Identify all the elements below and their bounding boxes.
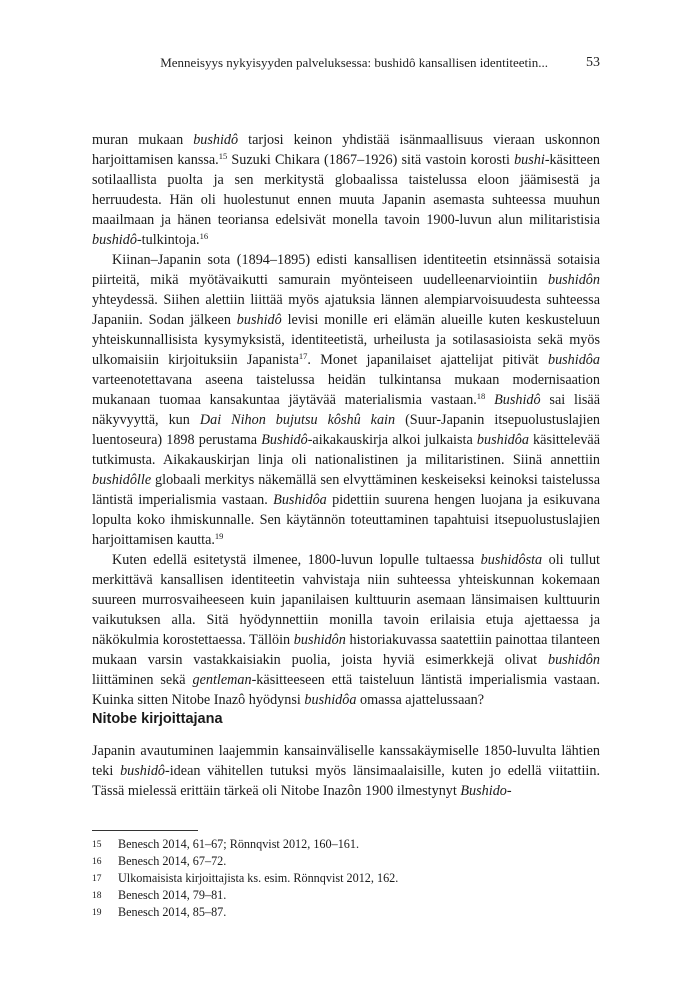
italic-term: bushidôa <box>476 432 529 448</box>
italic-term: bushidôn <box>547 272 600 288</box>
italic-term: Bushidô <box>494 392 541 408</box>
text-run: Suzuki Chikara (1867–1926) sitä vastoin korosti <box>227 152 515 168</box>
footnote <box>92 853 600 870</box>
italic-term: Bushidô <box>261 432 308 448</box>
italic-term: bushidôn <box>547 652 600 668</box>
footnote-ref: 19 <box>214 531 224 541</box>
footnote-text: Ulkomaisista kirjoittajista ks. esim. Rönnqvist 2012, 162. <box>118 871 399 885</box>
italic-term: bushidô <box>92 232 137 248</box>
text-run: omassa ajattelussaan? <box>356 692 485 708</box>
text-run: - <box>506 783 512 799</box>
footnote-text: Benesch 2014, 79–81. <box>118 888 227 902</box>
text-run: (Suur-Japanin itsepuolustuslajien luentoseura) 1898 perustama <box>92 412 600 448</box>
text-run: Kuten edellä esitetystä ilmenee, 1800-luvun lopulle tultaessa <box>112 552 481 568</box>
footnote <box>92 904 600 921</box>
section-heading: Nitobe kirjoittajana <box>92 711 223 727</box>
italic-term: Dai Nihon bujutsu kôshû kain <box>199 412 396 428</box>
italic-term: bushidô <box>236 312 282 328</box>
italic-term: bushidôn <box>293 632 346 648</box>
paragraph-3 <box>92 550 600 710</box>
text-run: liittäminen sekä <box>92 672 193 688</box>
footnotes <box>92 836 600 921</box>
italic-term: Bushido <box>460 783 507 799</box>
page-number: 53 <box>586 55 600 70</box>
footnote-rule <box>92 830 198 831</box>
italic-term: bushidô <box>193 132 239 148</box>
italic-term: bushidôa <box>547 352 600 368</box>
footnote-number: 18 <box>92 891 102 901</box>
page-header <box>92 55 600 75</box>
italic-term: bushi <box>514 152 545 168</box>
footnote-ref: 16 <box>199 231 209 241</box>
text-run: yhteydessä. Siihen alettiin liittää myös ajatuksia lännen alempiarvoisuudesta suhteessa Japaniin. Sodan jälkeen <box>92 292 600 328</box>
text-run: globaali merkitys näkemällä sen elvyttäminen keskeiseksi keinoksi taistelussa läntistä imperialismia vastaan. <box>92 472 600 508</box>
text-run: tarjosi keinon yhdistää isänmaallisuus vieraan uskonnon harjoittamisen kanssa. <box>92 132 601 168</box>
italic-term: bushidôa <box>304 692 357 708</box>
italic-term: Bushidôa <box>273 492 327 508</box>
italic-term: bushidôsta <box>480 552 543 568</box>
footnote-number: 19 <box>92 908 102 918</box>
body-text <box>92 130 600 710</box>
paragraph-2 <box>92 250 600 550</box>
text-run: -idean vähitellen tutuksi myös länsimaalaisille, kuten jo edellä viitattiin. Tässä mielessä erittäin tärkeä oli Nitobe Inazôn 1900 ilmestynyt <box>92 763 600 799</box>
text-run: sai lisää näkyvyyttä, kun <box>92 392 601 428</box>
italic-term: bushidô <box>120 763 166 779</box>
footnote-number: 15 <box>92 840 102 850</box>
footnote-number: 16 <box>92 857 102 867</box>
text-run: pidettiin suurena hengen luojana ja esikuvana lopulta koko ihmiskunnalle. Sen käytännön toteuttaminen tapahtuisi itsepuolustuslajien harjoittamisen kautta. <box>92 492 601 548</box>
footnote <box>92 836 600 853</box>
footnote-text: Benesch 2014, 85–87. <box>118 905 227 919</box>
text-run: historiakuvassa saatettiin painottaa tilanteen mukaan varsin vastakkaisiakin puolia, joista hyviä esimerkkejä olivat <box>92 632 600 668</box>
italic-term: bushidôlle <box>92 472 152 488</box>
text-run: Kiinan–Japanin sota (1894–1895) edisti kansallisen identiteetin etsinnässä sotaisia piirteitä, mikä myötävaikutti samurain myönteiseen uudelleenarviointiin <box>92 252 600 288</box>
footnote-ref: 17 <box>298 351 308 361</box>
text-run: -käsitteeseen että taisteluun läntistä imperialismia vastaan. Kuinka sitten Nitobe Inazô hyödynsi <box>92 672 601 708</box>
section-paragraph-1 <box>92 741 600 801</box>
footnote-text: Benesch 2014, 67–72. <box>118 854 227 868</box>
footnote <box>92 870 600 887</box>
footnote <box>92 887 600 904</box>
footnote-text: Benesch 2014, 61–67; Rönnqvist 2012, 160–161. <box>118 837 360 851</box>
text-run: varteenotettavana aseena taistelussa heidän tulkintansa mukaan modernisaation mukanaan tuomaa kansakuntaa jäytävää materialismia vastaan. <box>92 372 600 408</box>
footnote-number: 17 <box>92 874 102 884</box>
footnote-ref: 18 <box>476 391 486 401</box>
text-run: -käsitteen sotilaallista puolta ja sen merkitystä globaalissa taistelussa eloon jäämisestä ja herruudesta. Hän oli huolestunut ennen muuta Japanin asemasta suhteessa muuhun maailmaan ja hänen teoriansa edelsivät monella tavoin 1900-luvun alun militaristisia <box>92 152 600 228</box>
text-run: oli tullut merkittävä kansallisen identiteetin vahvistaja niin suhteessa yhteiskunnan kokemaan suureen murrosvaiheeseen kuin japanilaisen kulttuurin asemaan länsimaisen kulttuurin vaikutuksen alla. Sitä hyödynnettiin monilla tavoin erilaisia etuja ajettaessa ja näkökulmia korostettaessa. Tällöin <box>92 552 600 648</box>
italic-term: gentleman <box>192 672 252 688</box>
text-run: Japanin avautuminen laajemmin kansainväliselle kanssakäymiselle 1850-luvulta lähtien teki <box>92 743 600 779</box>
footnote-ref: 15 <box>218 151 228 161</box>
text-run: -aikakauskirja alkoi julkaista <box>307 432 477 448</box>
text-run: levisi monille eri elämän alueille kuten keskusteluun yhteiskunnallisista kysymyksistä, identiteetistä, urheilusta ja sotilasasioista sekä myös ulkomaisiin kirjoituksiin Japanista <box>92 312 600 368</box>
text-run: muran mukaan <box>92 132 194 148</box>
paragraph-1 <box>92 130 600 250</box>
text-run: -tulkintoja. <box>136 232 200 248</box>
running-head: Menneisyys nykyisyyden palveluksessa: bushidô kansallisen identiteetin... <box>160 55 548 70</box>
text-run: käsittelevää tutkimusta. Aikakauskirjan linja oli nationalistinen ja militaristinen. Siinä annettiin <box>92 432 601 468</box>
text-run: . Monet japanilaiset ajattelijat pitivät <box>307 352 548 368</box>
section-text <box>92 741 600 801</box>
text-run <box>485 392 494 408</box>
